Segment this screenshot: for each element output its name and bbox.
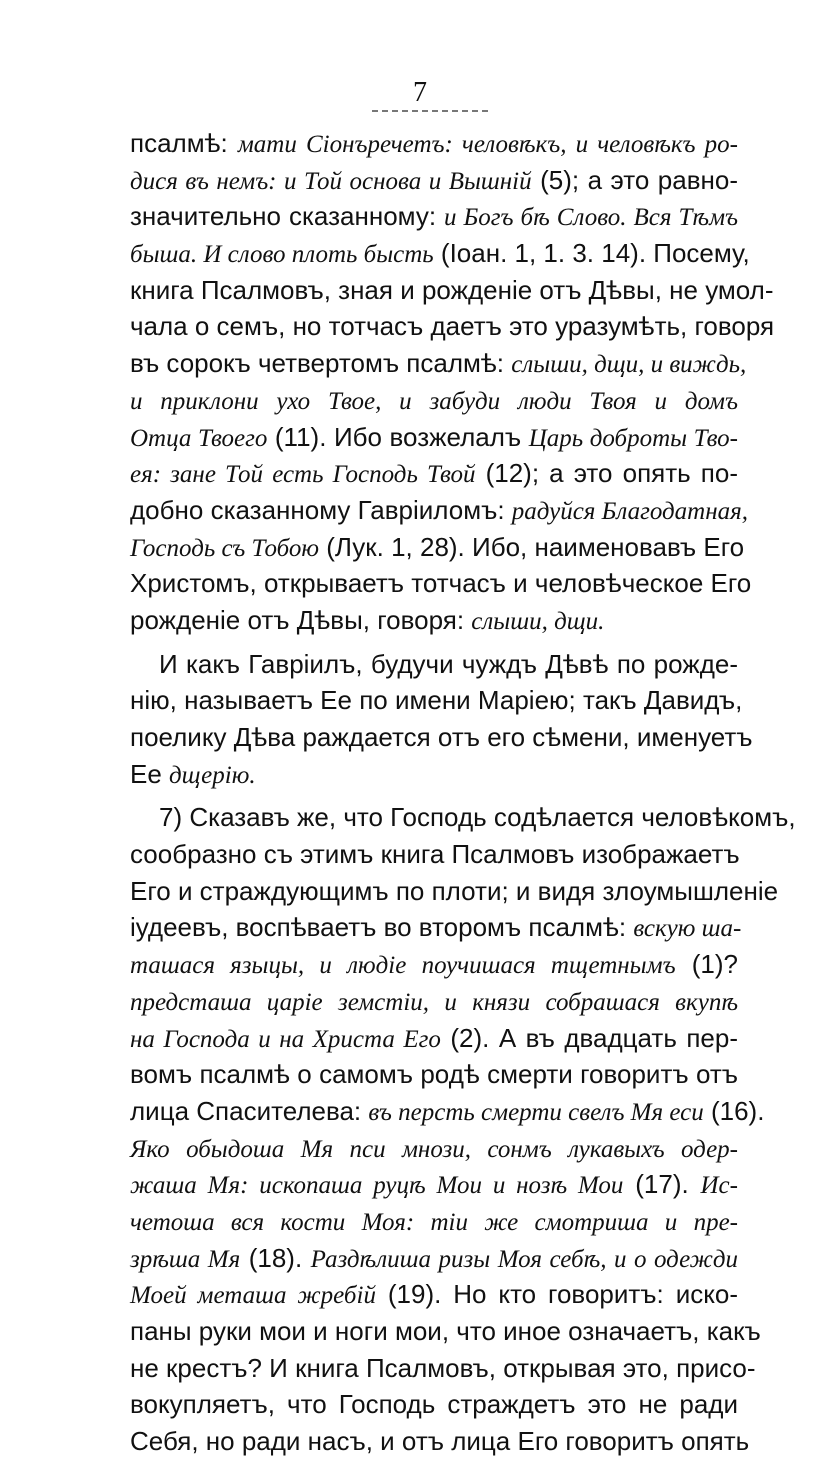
text-run: (Лук. 1, 28). Ибо, наименовавъ Его: [319, 531, 745, 562]
text-line: [130, 1203, 738, 1240]
italic-quote: Яко обыдоша Мя пси мнози, сонмъ лукавыхъ одер-: [130, 1135, 738, 1163]
text-run: поелику Дѣва раждается отъ его сѣмени, именуетъ: [130, 722, 753, 752]
text-line: [130, 235, 750, 272]
text-line: [130, 1423, 750, 1460]
italic-quote: ея: зане Той есть Господь Твой: [130, 461, 476, 489]
text-line: [130, 455, 738, 492]
text-line: [130, 719, 753, 756]
text-run: (2). А въ двадцать пер-: [440, 1022, 738, 1053]
text-line: [130, 419, 738, 456]
text-run: добно сказанному Гавріиломъ:: [130, 494, 512, 525]
text-run: (5); а это равно-: [531, 164, 738, 195]
text-run: И какъ Гавріилъ, будучи чуждъ Дѣвѣ по рожде-: [159, 648, 738, 679]
text-line: [130, 756, 738, 793]
text-line: [130, 565, 752, 602]
text-line: [130, 1020, 738, 1057]
text-run: паны руки мои и ноги мои, что иное означаетъ, какъ: [130, 1316, 761, 1346]
italic-quote: Царь доброты Тво-: [528, 424, 738, 452]
text-run: въ сорокъ четвертомъ псалмѣ:: [130, 348, 512, 379]
paragraph: [130, 799, 796, 1459]
text-line: [130, 1130, 738, 1167]
text-run: (18).: [240, 1242, 311, 1273]
text-run: вокупляетъ, что Господь страждетъ это не ради: [130, 1389, 738, 1420]
italic-quote: Господь съ Тобою: [130, 534, 320, 562]
italic-quote: четоша вся кости Моя: тіи же смотриша и пре-: [130, 1208, 738, 1236]
text-run: Ее: [130, 758, 170, 789]
text-line: [130, 1350, 756, 1387]
text-line: [130, 382, 738, 419]
italic-quote: и приклони ухо Твое, и забуди люди Твоя и домъ: [130, 387, 738, 415]
text-line: [130, 345, 747, 382]
text-line: [130, 946, 738, 983]
text-line: [130, 1240, 738, 1277]
text-run: не крестъ? И книга Псалмовъ, открывая это, присо-: [130, 1352, 756, 1383]
page-number: 7: [413, 77, 427, 108]
text-run: нію, называетъ Ее по имени Маріею; такъ Давидъ,: [130, 685, 743, 716]
italic-quote: слыши, дщи, и виждь,: [511, 351, 747, 379]
text-line: [130, 799, 796, 836]
text-line: [130, 529, 745, 566]
text-line: [130, 272, 774, 309]
text-run: іудеевъ, воспѣваетъ во второмъ псалмѣ:: [130, 912, 634, 943]
italic-quote: Моей меташа жребій: [130, 1282, 376, 1310]
paragraph: [130, 125, 775, 639]
text-line: [130, 198, 738, 235]
italic-quote: на Господа и на Христа Его: [130, 1025, 441, 1053]
italic-quote: быша. И слово плоть бысть: [130, 241, 434, 269]
italic-quote: дщерію.: [169, 761, 256, 789]
text-line: [130, 836, 738, 873]
italic-quote: Раздѣлиша ризы Моя себѣ, и о одежди: [310, 1245, 738, 1273]
italic-quote: предсташа царіе земстіи, и князи собрашася вкупѣ: [130, 988, 738, 1016]
text-line: [130, 1166, 738, 1203]
text-line: [130, 1276, 738, 1313]
text-line: [130, 1386, 738, 1423]
text-line: [130, 682, 743, 719]
text-run: чала о семъ, но тотчасъ даетъ это уразумѣть, говоря: [130, 311, 775, 342]
text-line: [130, 873, 779, 910]
text-run: (16).: [703, 1095, 765, 1126]
text-run: Себя, но ради насъ, и отъ лица Его говоритъ опять: [130, 1426, 750, 1457]
text-line: [130, 1056, 738, 1093]
italic-quote: радуйся Благодатная,: [511, 497, 749, 525]
text-line: [130, 602, 738, 639]
text-line: [130, 909, 742, 946]
italic-quote: Отца Твоего: [130, 424, 268, 452]
body-text: [130, 125, 796, 1460]
text-run: вомъ псалмѣ о самомъ родѣ смерти говоритъ отъ: [130, 1059, 738, 1090]
text-line: [130, 1313, 761, 1350]
italic-quote: дися въ немъ: и Той основа и Вышній: [130, 167, 532, 195]
text-run: (11). Ибо возжелалъ: [267, 421, 529, 452]
text-line: [130, 646, 738, 683]
paragraph-gap: [130, 639, 738, 646]
text-run: (19). Но кто говоритъ: иско-: [375, 1279, 738, 1310]
text-run: книга Псалмовъ, зная и рожденіе отъ Дѣвы, не умол-: [130, 274, 774, 305]
text-run: рожденіе отъ Дѣвы, говоря:: [130, 604, 472, 635]
italic-quote: вскую ша-: [633, 915, 742, 943]
text-run: (12); а это опять по-: [475, 458, 738, 489]
paragraph-gap: [130, 792, 738, 799]
text-line: [130, 492, 749, 529]
italic-quote: зрѣша Мя: [130, 1245, 241, 1273]
text-run: Его и страждующимъ по плоти; и видя злоумышленіе: [130, 875, 779, 906]
text-line: [130, 162, 738, 199]
header-rule: [372, 110, 488, 112]
text-line: [130, 1093, 765, 1130]
italic-quote: мати Сіонъречетъ: человѣкъ, и человѣкъ ро-: [237, 131, 738, 158]
text-run: значительно сказанному:: [130, 201, 445, 232]
paragraph: [130, 646, 753, 793]
italic-quote: ташася языцы, и людіе поучишася тщетнымъ: [130, 952, 676, 980]
italic-quote: жаша Мя: ископаша руцѣ Мои и нозѣ Мои: [130, 1172, 624, 1200]
text-run: лица Спасителева:: [130, 1095, 369, 1126]
text-line: [130, 983, 738, 1020]
text-run: сообразно съ этимъ книга Псалмовъ изображаетъ: [130, 839, 740, 870]
italic-quote: въ персть смерти свелъ Мя еси: [368, 1098, 704, 1126]
text-run: (17).: [623, 1169, 701, 1200]
text-run: (1)?: [675, 949, 738, 980]
italic-quote: Ис-: [700, 1172, 738, 1200]
text-line: [130, 125, 738, 162]
text-line: [130, 308, 775, 345]
text-run: (Іоан. 1, 1. 3. 14). Посему,: [433, 238, 750, 269]
text-run: 7) Сказавъ же, что Господь содѣлается человѣкомъ,: [159, 802, 796, 833]
italic-quote: и Богъ бѣ Слово. Вся Тѣмъ: [444, 204, 738, 232]
text-run: Христомъ, открываетъ тотчасъ и человѣческое Его: [130, 568, 752, 599]
text-run: псалмѣ:: [130, 128, 238, 158]
italic-quote: слыши, дщи.: [471, 607, 605, 635]
